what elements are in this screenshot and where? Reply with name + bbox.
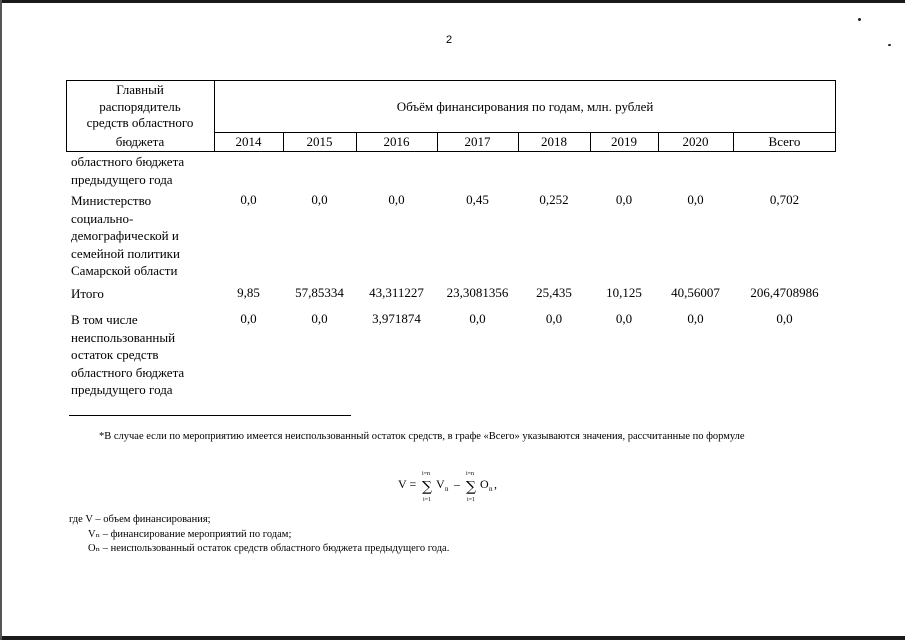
- row-label-line: демографической и: [71, 228, 179, 243]
- table-cell: 0,0: [776, 311, 793, 326]
- table-cell: 0,0: [687, 311, 704, 326]
- formula-sum2-upper: i=n: [466, 471, 475, 477]
- header-main-budget-holder: [66, 82, 214, 150]
- year-header-2017: 2017: [464, 134, 491, 149]
- scan-edge-top: [0, 0, 905, 3]
- table-cell: 0,45: [466, 192, 489, 207]
- formula: [398, 468, 508, 502]
- row-label-line: Итого: [71, 286, 104, 301]
- table-cell: 43,311227: [369, 285, 424, 300]
- table-cell: 9,85: [237, 285, 260, 300]
- table-cell: 10,125: [606, 285, 642, 300]
- formula-tail: ,: [494, 477, 497, 491]
- legend-line-vn: Vₙ – финансирование мероприятий по годам;: [88, 529, 292, 540]
- formula-sum2-sigma: ∑: [466, 479, 476, 495]
- formula-sum1-lower: i=1: [423, 497, 432, 503]
- year-header-2019: 2019: [611, 134, 637, 149]
- row-label-line: семейной политики: [71, 245, 180, 261]
- table-cell: 0,702: [769, 192, 800, 207]
- year-header-2016: 2016: [383, 134, 410, 149]
- header-left-line: бюджета: [115, 133, 165, 149]
- year-header-total: Всего: [768, 134, 801, 149]
- formula-graphic: [398, 468, 508, 502]
- formula-sum1-upper: i=n: [422, 471, 431, 477]
- formula-sum2-lower: i=1: [467, 497, 476, 503]
- formula-term2: O: [480, 477, 489, 491]
- table-cell: 0,0: [311, 311, 328, 326]
- year-header-2018: 2018: [541, 134, 567, 149]
- year-header-2015: 2015: [306, 134, 333, 149]
- scan-speck: [888, 44, 891, 46]
- header-left-line: распорядитель: [99, 98, 181, 114]
- formula-term1-sub: n: [445, 485, 449, 493]
- row-label-line: Самарской области: [71, 263, 178, 278]
- row-label-line: областного бюджета: [71, 364, 185, 380]
- row-label-line: предыдущего года: [71, 382, 173, 397]
- row-label-line: областного бюджета: [71, 154, 185, 169]
- row-label-unused-remainder: [71, 311, 184, 399]
- header-left-line: Главный: [116, 82, 164, 97]
- row-label-line: В том числе: [71, 312, 138, 327]
- row-label-line: социально-: [71, 210, 134, 226]
- formula-term2-sub: n: [489, 485, 493, 493]
- row-label-line: Министерство: [71, 193, 152, 208]
- table-cell: 206,4708986: [750, 285, 819, 300]
- table-cell: 0,0: [240, 192, 257, 207]
- header-divider-horizontal: [214, 132, 836, 133]
- row-label-total: [71, 285, 104, 303]
- year-header-2020: 2020: [682, 134, 709, 149]
- row-label-line: предыдущего года: [71, 171, 173, 187]
- table-cell: 0,0: [615, 192, 633, 207]
- footnote-separator: [69, 415, 351, 416]
- table-cell: 0,0: [388, 192, 405, 207]
- footnote-text: *В случае если по мероприятию имеется неиспользованный остаток средств, в графе «Всего» указываются значения, рассчитанные по формуле: [99, 431, 745, 442]
- year-header-2014: 2014: [235, 134, 262, 149]
- table-cell: 25,435: [536, 285, 572, 300]
- table-cell: 23,3081356: [446, 285, 509, 300]
- header-left-line: средств областного: [86, 115, 194, 130]
- table-cell: 0,0: [311, 192, 328, 207]
- row-label-continuation: [71, 153, 184, 188]
- formula-sum1-sigma: ∑: [422, 479, 432, 495]
- formula-term1: V: [436, 477, 445, 491]
- table-cell: 0,252: [539, 192, 569, 207]
- legend-line-on: Oₙ – неиспользованный остаток средств областного бюджета предыдущего года.: [88, 543, 450, 554]
- table-cell: 57,85334: [295, 285, 344, 300]
- table-cell: 0,0: [615, 311, 633, 326]
- row-label-line: остаток средств: [71, 347, 159, 362]
- table-cell: 0,0: [545, 311, 563, 326]
- formula-minus: –: [454, 477, 460, 491]
- scan-edge-left: [0, 0, 2, 640]
- row-label-ministry: [71, 192, 180, 280]
- scan-speck: [858, 18, 861, 21]
- formula-lhs: V =: [398, 477, 417, 491]
- table-cell: 0,0: [687, 192, 704, 207]
- scan-edge-bottom: [0, 636, 905, 640]
- header-funding-volume: Объём финансирования по годам, млн. рублей: [396, 99, 654, 114]
- legend-line-v: где V – объем финансирования;: [69, 514, 211, 525]
- table-cell: 0,0: [240, 311, 257, 326]
- row-label-line: неиспользованный: [71, 329, 176, 345]
- table-cell: 3,971874: [372, 311, 421, 326]
- table-cell: 0,0: [469, 311, 486, 326]
- page-number: 2: [446, 34, 453, 46]
- table-cell: 40,56007: [671, 285, 720, 300]
